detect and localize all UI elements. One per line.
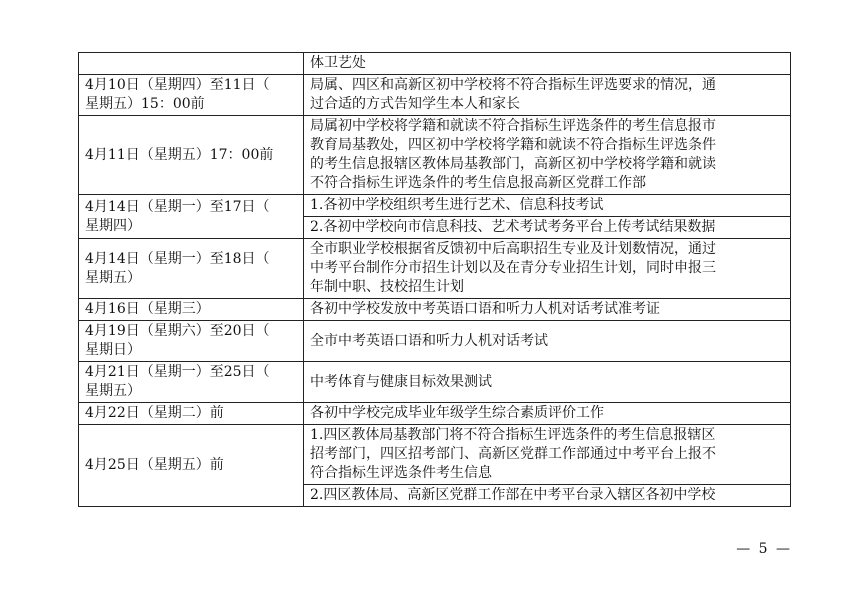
task-line: 全市职业学校根据省反馈初中后高职招生专业及计划数情况，通过: [310, 241, 716, 257]
date-line: 星期五）15：00前: [85, 96, 205, 112]
task-line: 过合适的方式告知学生本人和家长: [310, 96, 520, 112]
date-line: [85, 54, 297, 73]
task-line: 局属初中学校将学籍和就读不符合指标生评选条件的考生信息报市: [310, 118, 716, 134]
task-line: 符合指标生评选条件考生信息: [310, 465, 492, 481]
task-cell: [304, 321, 791, 362]
date-line: 星期五）: [85, 269, 141, 286]
task-cell: [304, 362, 791, 403]
schedule-table: [78, 52, 791, 507]
task-cell: [304, 425, 791, 485]
date-cell: [79, 425, 304, 507]
task-line: 中考体育与健康目标效果测试: [310, 373, 492, 390]
task-line: 局属、四区和高新区初中学校将不符合指标生评选要求的情况，通: [310, 77, 716, 93]
table-row: [79, 116, 791, 195]
table-row: [79, 362, 791, 403]
table-row: [79, 321, 791, 362]
date-line: 4月22日（星期二）前: [85, 405, 224, 421]
date-cell: [79, 53, 304, 75]
task-cell: [304, 403, 791, 425]
date-line: 4月19日（星期六）至20日（: [85, 323, 270, 339]
table-row: [79, 299, 791, 321]
task-cell: [304, 299, 791, 321]
date-line: 星期四）: [85, 217, 141, 234]
task-line: 全市中考英语口语和听力人机对话考试: [310, 332, 548, 349]
table-row: [79, 425, 791, 485]
page-number: — 5 —: [736, 541, 792, 557]
date-cell: [79, 75, 304, 116]
table-body: [79, 53, 791, 507]
date-line: 4月14日（星期一）至17日（: [85, 198, 270, 215]
task-line: 体卫艺处: [310, 55, 366, 71]
task-line: 招考部门，四区招考部门、高新区党群工作部通过中考平台上报不: [310, 446, 716, 462]
task-line: 不符合指标生评选条件的考生信息报高新区党群工作部: [310, 175, 646, 191]
date-cell: [79, 403, 304, 425]
task-cell: [304, 116, 791, 195]
date-cell: [79, 195, 304, 239]
table-row: [79, 53, 791, 75]
date-line: 4月11日（星期五）17：00前: [85, 146, 274, 163]
date-line: 4月14日（星期一）至18日（: [85, 250, 270, 267]
task-cell: [304, 75, 791, 116]
date-cell: [79, 299, 304, 321]
task-cell: [304, 53, 791, 75]
table-row: [79, 239, 791, 299]
table-row: [79, 403, 791, 425]
task-line: 2.各初中学校向市信息科技、艺术考试考务平台上传考试结果数据: [310, 219, 716, 235]
task-cell: [304, 485, 791, 507]
task-cell: [304, 217, 791, 239]
task-line: 1.四区教体局基教部门将不符合指标生评选条件的考生信息报辖区: [310, 427, 716, 443]
task-line: 教育局基教处，四区初中学校将学籍和就读不符合指标生评选条件: [310, 137, 716, 153]
task-line: 各初中学校发放中考英语口语和听力人机对话考试准考证: [310, 301, 660, 317]
date-line: 星期日）: [85, 342, 141, 358]
date-cell: [79, 321, 304, 362]
date-line: 4月21日（星期一）至25日（: [85, 364, 270, 380]
task-cell: [304, 195, 791, 217]
table-row: [79, 195, 791, 217]
date-line: 4月25日（星期五）前: [85, 457, 224, 473]
date-cell: [79, 362, 304, 403]
task-line: 年制中职、技校招生计划: [310, 279, 464, 295]
task-cell: [304, 239, 791, 299]
task-line: 中考平台制作分市招生计划以及在青分专业招生计划，同时申报三: [310, 260, 716, 276]
date-cell: [79, 239, 304, 299]
task-line: 1.各初中学校组织考生进行艺术、信息科技考试: [310, 197, 604, 213]
date-line: 4月16日（星期三）: [85, 301, 210, 317]
task-line: 各初中学校完成毕业年级学生综合素质评价工作: [310, 405, 604, 421]
task-line: 的考生信息报辖区教体局基教部门，高新区初中学校将学籍和就读: [310, 156, 716, 172]
date-line: 星期五）: [85, 383, 141, 399]
table-row: [79, 75, 791, 116]
date-line: 4月10日（星期四）至11日（: [85, 77, 270, 93]
date-cell: [79, 116, 304, 195]
task-line: 2.四区教体局、高新区党群工作部在中考平台录入辖区各初中学校: [310, 487, 716, 503]
